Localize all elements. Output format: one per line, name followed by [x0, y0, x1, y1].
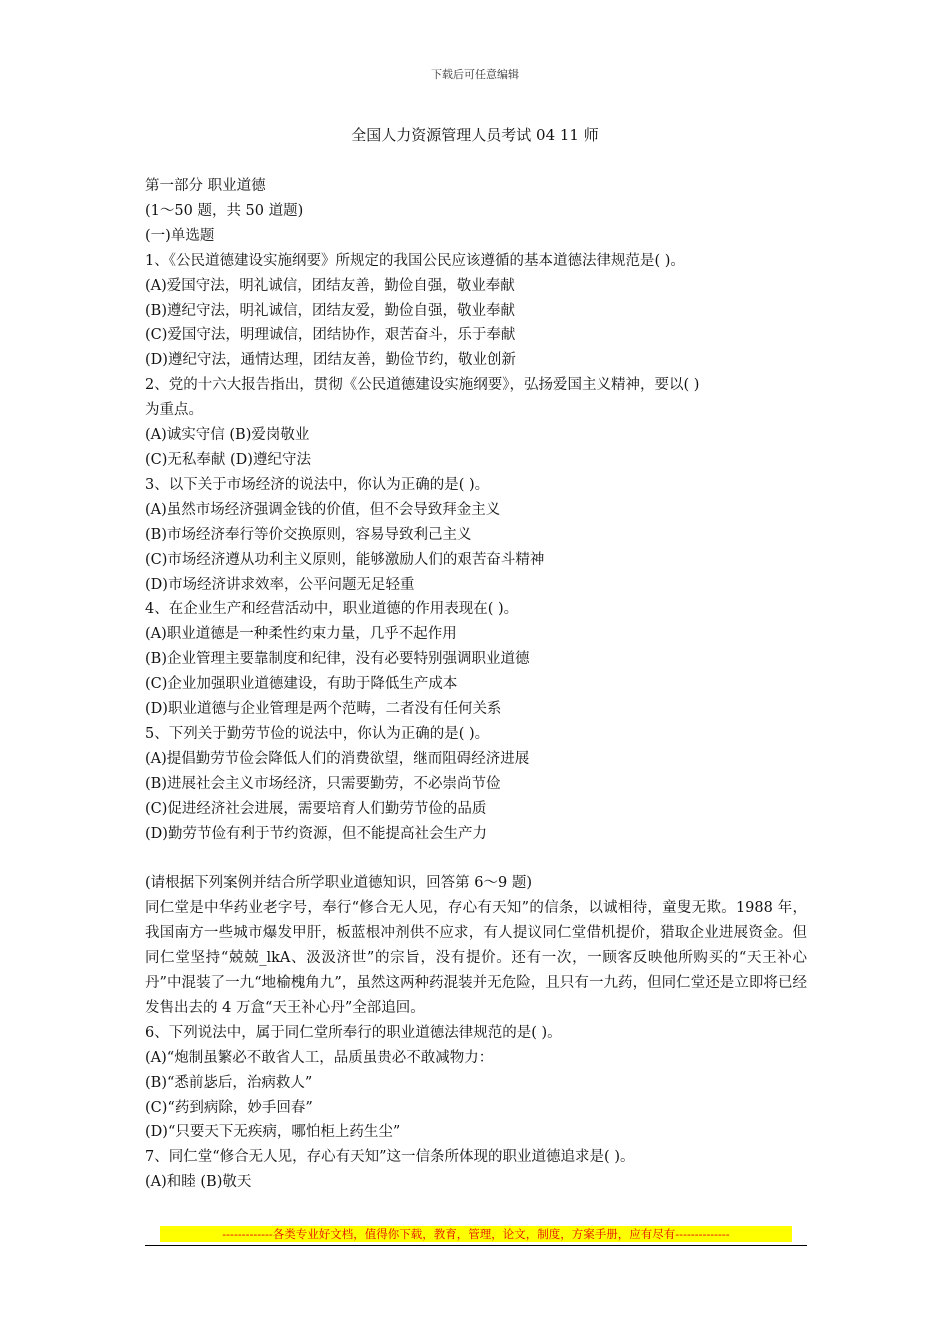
q1-option-b: (B)遵纪守法，明礼诚信，团结友爱，勤俭自强，敬业奉献: [145, 302, 515, 319]
header-note: 下载后可任意编辑: [431, 68, 519, 81]
q6-option-d: (D)“只要天下无疾病，哪怕柜上药生尘”: [145, 1124, 401, 1141]
document-title: 全国人力资源管理人员考试 04 11 师: [351, 126, 599, 144]
question-2-continued: 为重点。: [145, 402, 203, 419]
q1-option-a: (A)爱国守法，明礼诚信，团结友善，勤俭自强，敬业奉献: [145, 277, 515, 294]
case-text: 同仁堂是中华药业老字号，奉行“修合无人见，存心有天知”的信条，以诚相待，童叟无欺。1988 年，我国南方一些城市爆发甲肝，板蓝根冲剂供不应求，有人提议同仁堂借机提价，猎取企业进展资金。但同仁堂坚持“兢兢_lkA、汲汲济世”的宗旨，没有提价。还有一次，一顾客反映他所购买的“天王补心丹”中混装了一九“地榆槐角九”，虽然这两种药混装并无危险，且只有一九药，但同仁堂还是立即将已经发售出去的 4 万盒“天王补心丹”全部追回。: [145, 900, 807, 1016]
part-heading: 第一部分 职业道德: [145, 178, 266, 194]
question-range-note: (1～50 题，共 50 道题): [145, 202, 304, 219]
footer-divider: [145, 1245, 807, 1246]
q3-option-d: (D)市场经济讲求效率，公平问题无足轻重: [145, 576, 415, 593]
q3-option-a: (A)虽然市场经济强调金钱的价值，但不会导致拜金主义: [145, 501, 501, 518]
q4-option-b: (B)企业管理主要靠制度和纪律，没有必要特别强调职业道德: [145, 651, 530, 668]
question-7: 7、同仁堂“修合无人见，存心有天知”这一信条所体现的职业道德追求是( )。: [145, 1149, 635, 1166]
q1-option-c: (C)爱国守法，明理诚信，团结协作，艰苦奋斗，乐于奉献: [145, 327, 516, 344]
q2-options-ab: (A)诚实守信 (B)爱岗敬业: [145, 427, 310, 444]
q3-option-c: (C)市场经济遵从功利主义原则，能够激励人们的艰苦奋斗精神: [145, 551, 545, 568]
q5-option-c: (C)促进经济社会进展，需要培育人们勤劳节俭的品质: [145, 800, 487, 817]
question-2: 2、党的十六大报告指出，贯彻《公民道德建设实施纲要》，弘扬爱国主义精神，要以( ): [145, 377, 700, 394]
q6-option-a: (A)“炮制虽繁必不敢省人工，品质虽贵必不敢减物力：: [145, 1049, 494, 1066]
q3-option-b: (B)市场经济奉行等价交换原则，容易导致利己主义: [145, 526, 472, 543]
q4-option-c: (C)企业加强职业道德建设，有助于降低生产成本: [145, 676, 458, 693]
question-3: 3、以下关于市场经济的说法中，你认为正确的是( )。: [145, 476, 490, 493]
q1-option-d: (D)遵纪守法，通情达理，团结友善，勤俭节约，敬业创新: [145, 352, 516, 369]
q7-options-ab: (A)和睦 (B)敬天: [145, 1174, 252, 1191]
question-4: 4、在企业生产和经营活动中，职业道德的作用表现在( )。: [145, 601, 519, 618]
q5-option-b: (B)进展社会主义市场经济，只需要勤劳，不必崇尚节俭: [145, 775, 501, 792]
question-6: 6、下列说法中，属于同仁堂所奉行的职业道德法律规范的是( )。: [145, 1024, 562, 1041]
footer-banner: -------------各类专业好文档，值得你下载，教育，管理，论文，制度，方案手册，应有尽有--------------: [160, 1226, 792, 1242]
case-intro: (请根据下列案例并结合所学职业道德知识，回答第 6～9 题): [145, 875, 532, 892]
q4-option-d: (D)职业道德与企业管理是两个范畴，二者没有任何关系: [145, 701, 502, 718]
document-body: [145, 174, 807, 1195]
blank-line: [145, 846, 807, 871]
question-5: 5、下列关于勤劳节俭的说法中，你认为正确的是( )。: [145, 725, 490, 742]
q5-option-d: (D)勤劳节俭有利于节约资源，但不能提高社会生产力: [145, 825, 487, 842]
q4-option-a: (A)职业道德是一种柔性约束力量，几乎不起作用: [145, 626, 457, 643]
q5-option-a: (A)提倡勤劳节俭会降低人们的消费欲望，继而阻碍经济进展: [145, 750, 530, 767]
q6-option-b: (B)“悉前毖后，治病救人”: [145, 1074, 313, 1091]
q6-option-c: (C)“药到病除，妙手回春”: [145, 1099, 313, 1116]
section-label: (一)单选题: [145, 227, 215, 244]
q2-options-cd: (C)无私奉献 (D)遵纪守法: [145, 451, 311, 468]
question-1: 1、《公民道德建设实施纲要》所规定的我国公民应该遵循的基本道德法律规范是( )。: [145, 252, 685, 269]
